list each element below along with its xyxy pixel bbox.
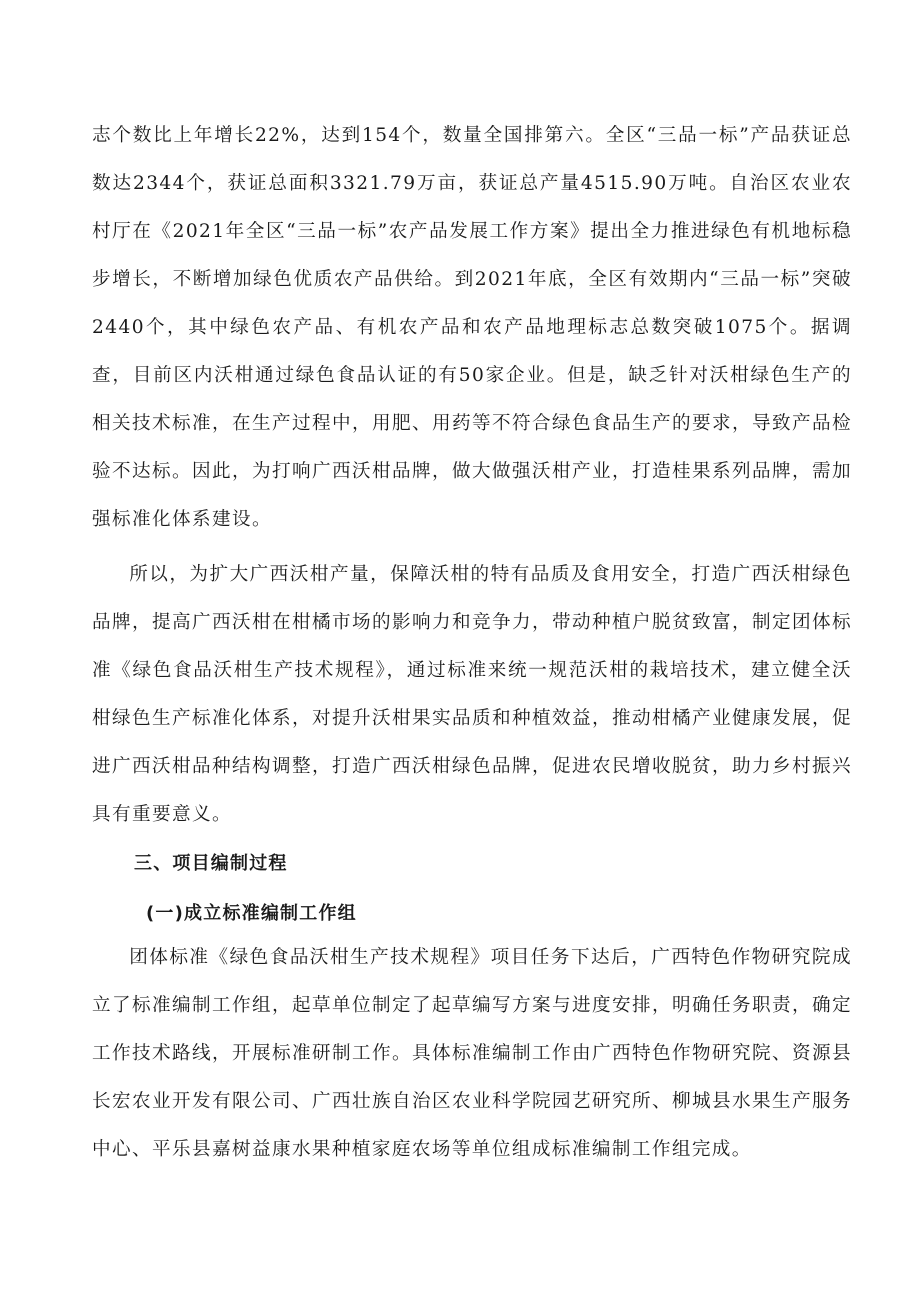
paragraph-growth-statistics: 志个数比上年增长22%，达到154个，数量全国排第六。全区“三品一标”产品获证总数达2344个，获证总面积3321.79万亩，获证总产量4515.90万吨。自治区农业农村厅在《2021年全区“三品一标”农产品发展工作方案》提出全力推进绿色有机地标稳步增长，不断增加绿色优质农产品供给。到2021年底，全区有效期内“三品一标”突破2440个，其中绿色农产品、有机农产品和农产品地理标志总数突破1075个。据调查，目前区内沃柑通过绿色食品认证的有50家企业。但是，缺乏针对沃柑绿色生产的相关技术标准，在生产过程中，用肥、用药等不符合绿色食品生产的要求，导致产品检验不达标。因此，为打响广西沃柑品牌，做大做强沃柑产业，打造桂果系列品牌，需加强标准化体系建设。 xyxy=(92,125,852,530)
paragraph-working-group: 团体标准《绿色食品沃柑生产技术规程》项目任务下达后，广西特色作物研究院成立了标准编制工作组，起草单位制定了起草编写方案与进度安排，明确任务职责，确定工作技术路线，开展标准研制工作。具体标准编制工作由广西特色作物研究院、资源县长宏农业开发有限公司、广西壮族自治区农业科学院园艺研究所、柳城县水果生产服务中心、平乐县嘉树益康水果种植家庭农场等单位组成标准编制工作组完成。 xyxy=(92,947,852,1160)
subsection-heading-working-group: (一)成立标准编制工作组 xyxy=(146,903,357,924)
section-heading-compilation-process: 三、项目编制过程 xyxy=(134,853,288,874)
paragraph-significance: 所以，为扩大广西沃柑产量，保障沃柑的特有品质及食用安全，打造广西沃柑绿色品牌，提高广西沃柑在柑橘市场的影响力和竞争力，带动种植户脱贫致富，制定团体标准《绿色食品沃柑生产技术规程》，通过标准来统一规范沃柑的栽培技术，建立健全沃柑绿色生产标准化体系，对提升沃柑果实品质和种植效益，推动柑橘产业健康发展，促进广西沃柑品种结构调整，打造广西沃柑绿色品牌，促进农民增收脱贫，助力乡村振兴具有重要意义。 xyxy=(92,564,852,825)
